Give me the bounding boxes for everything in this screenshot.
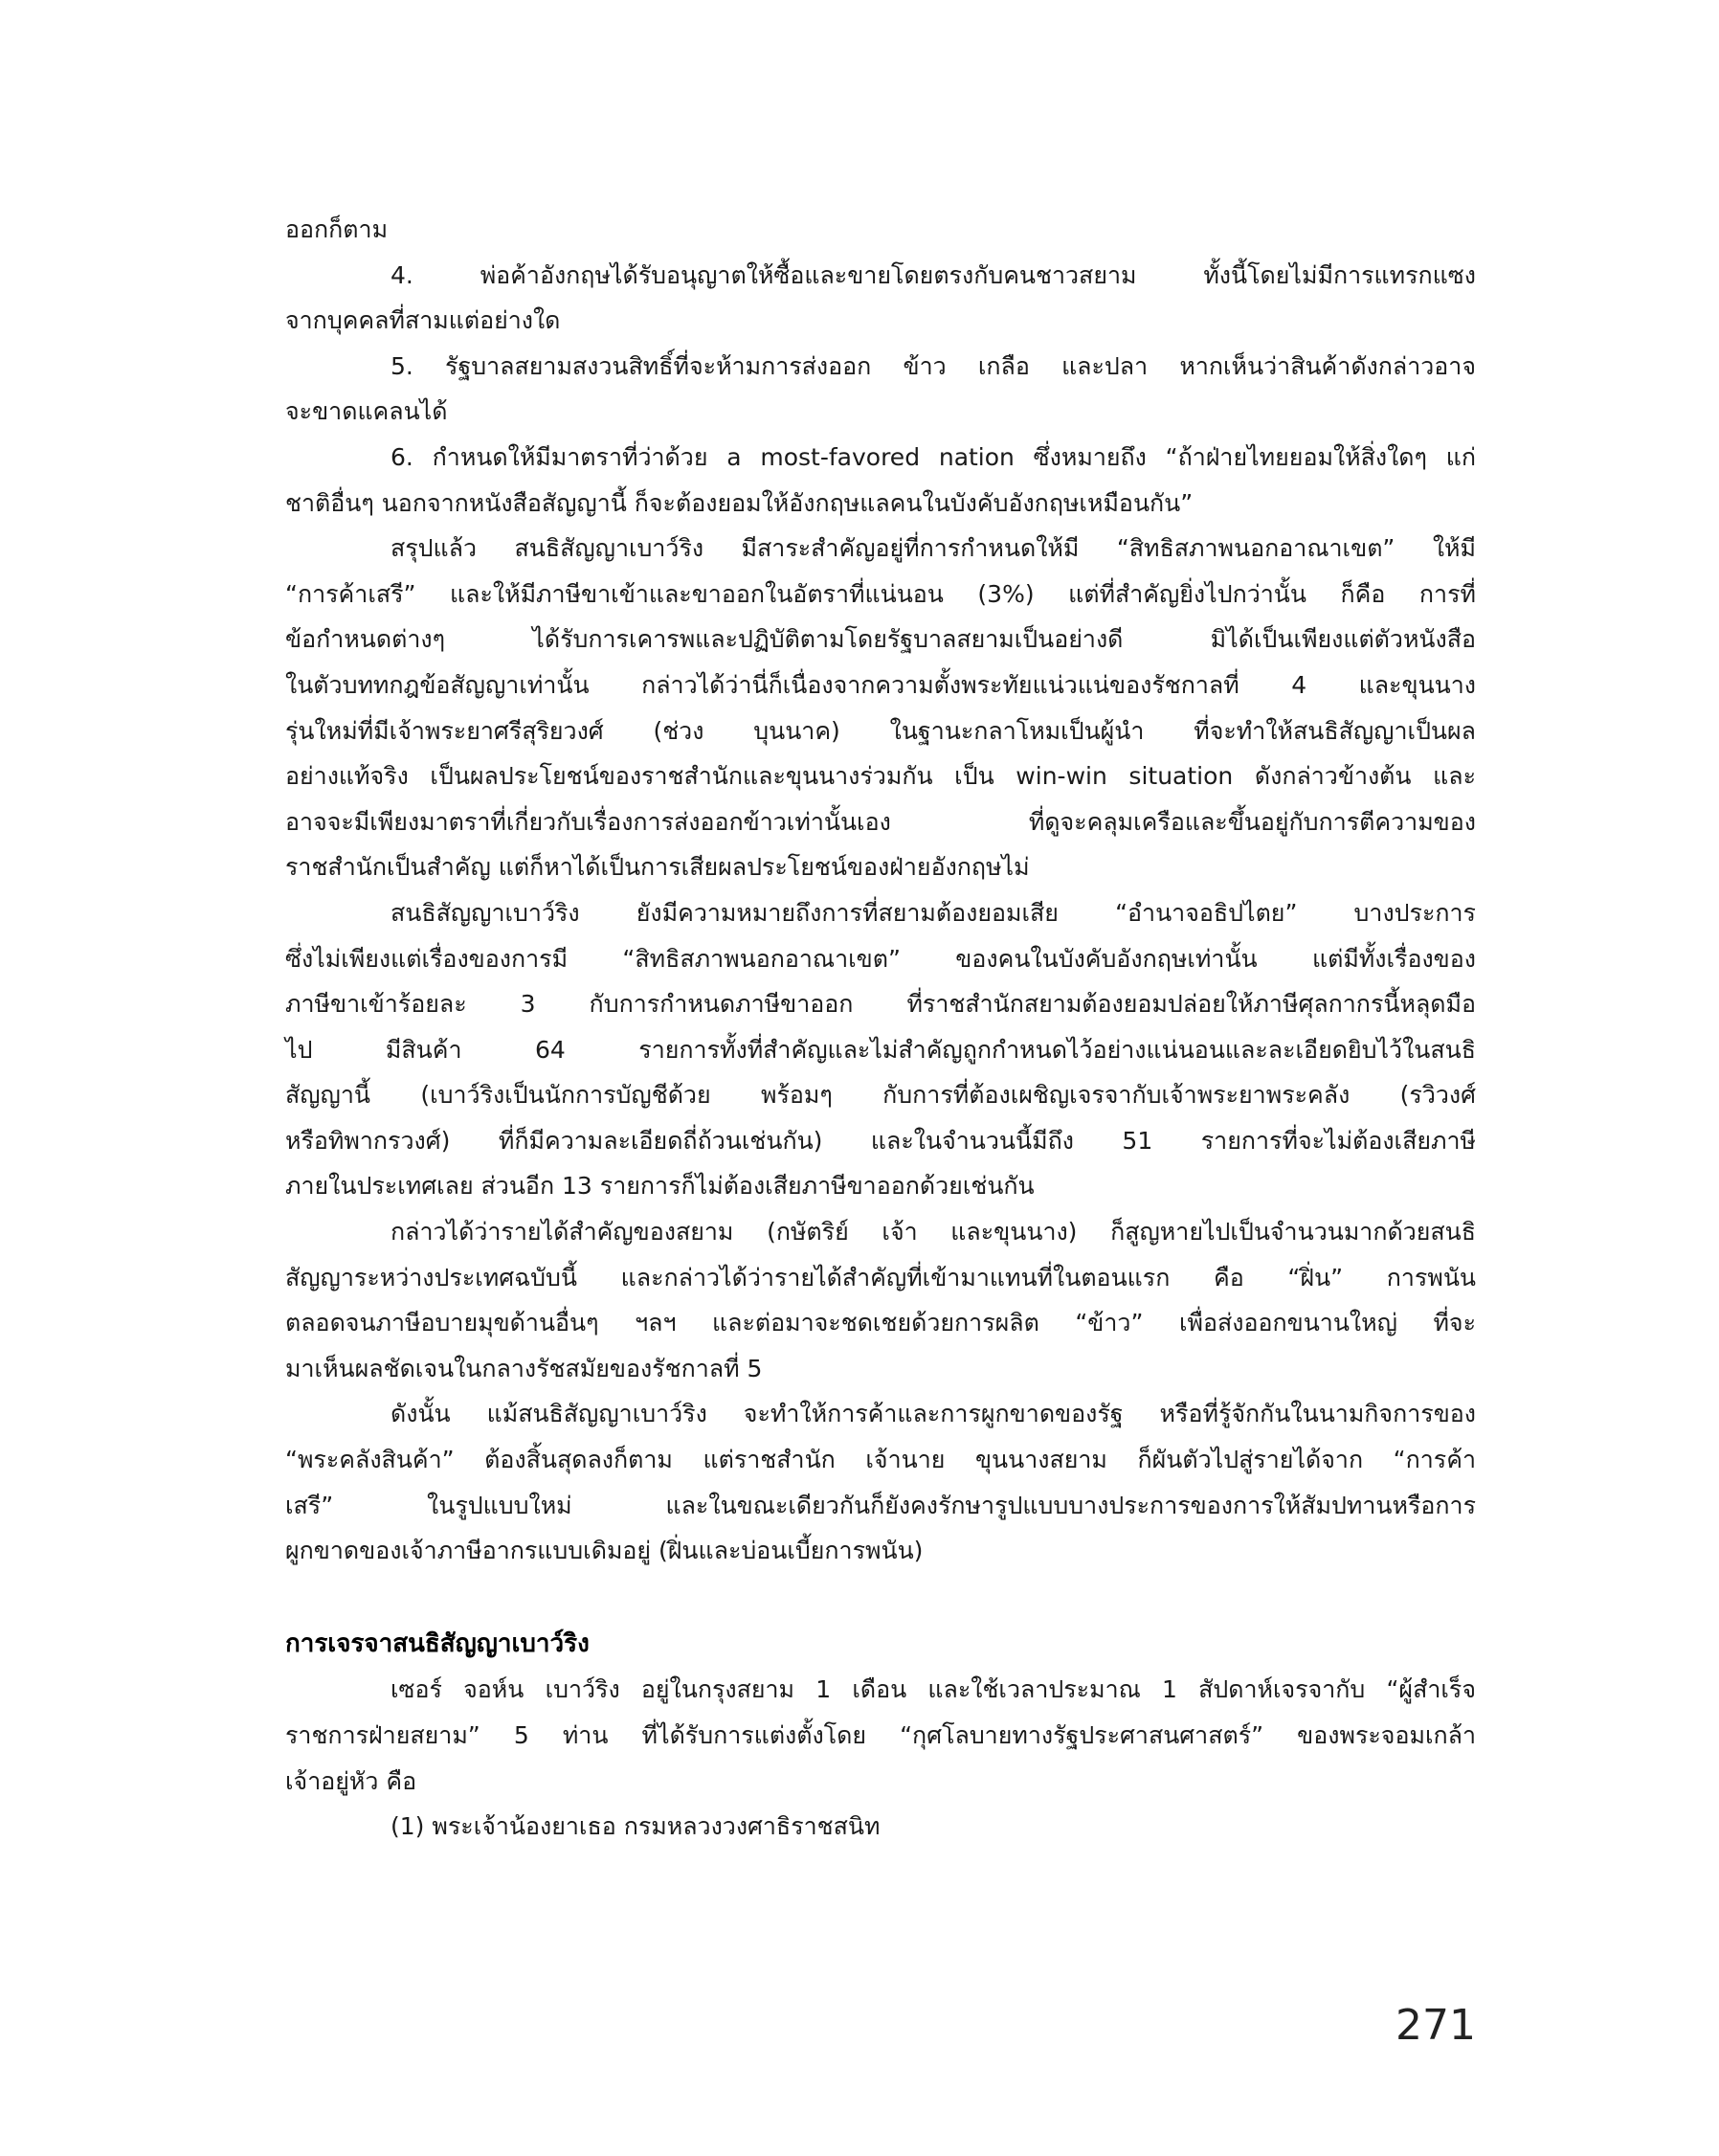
section-heading: การเจรจาสนธิสัญญาเบาว์ริง xyxy=(285,1628,590,1658)
text-line: ผูกขาดของเจ้าภาษีอากรแบบเดิมอยู่ (ฝิ่นและบ่อนเบี้ยการพนัน) xyxy=(285,1537,924,1565)
text-line: เจ้าอยู่หัว คือ xyxy=(285,1766,417,1795)
text-line: เสรี” ในรูปแบบใหม่ และในขณะเดียวกันก็ยังคงรักษารูปแบบบางประการของการให้สัมปทานหรือการ xyxy=(285,1491,1476,1519)
text-line: (1) พระเจ้าน้องยาเธอ กรมหลวงวงศาธิราชสนิท xyxy=(391,1812,881,1841)
text-line: “การค้าเสรี” และให้มีภาษีขาเข้าและขาออกในอัตราที่แน่นอน (3%) แต่ที่สำคัญยิ่งไปกว่านั้น ก็คือ การที่ xyxy=(285,579,1476,608)
section-spacer xyxy=(285,1574,1476,1622)
page-number: 271 xyxy=(1395,2001,1476,2050)
text-line: 4. พ่อค้าอังกฤษได้รับอนุญาตให้ซื้อและขายโดยตรงกับคนชาวสยาม ทั้งนี้โดยไม่มีการแทรกแซง xyxy=(391,260,1476,289)
text-line: ราชสำนักเป็นสำคัญ แต่ก็หาได้เป็นการเสียผลประโยชน์ของฝ่ายอังกฤษไม่ xyxy=(285,853,1030,882)
text-line: 5. รัฐบาลสยามสงวนสิทธิ์ที่จะห้ามการส่งออก ข้าว เกลือ และปลา หากเห็นว่าสินค้าดังกล่าวอาจ xyxy=(391,351,1476,380)
text-line: ซึ่งไม่เพียงแต่เรื่องของการมี “สิทธิสภาพนอกอาณาเขต” ของคนในบังคับอังกฤษเท่านั้น แต่มีทั้งเรื่องของ xyxy=(285,944,1476,973)
text-line: มาเห็นผลชัดเจนในกลางรัชสมัยของรัชกาลที่ 5 xyxy=(285,1354,763,1382)
text-line: รุ่นใหม่ที่มีเจ้าพระยาศรีสุริยวงศ์ (ช่วง บุนนาค) ในฐานะกลาโหมเป็นผู้นำ ที่จะทำให้สนธิสัญญาเป็นผล xyxy=(285,716,1476,745)
text-line: ออกก็ตาม xyxy=(285,215,389,243)
text-line: ชาติอื่นๆ นอกจากหนังสือสัญญานี้ ก็จะต้องยอมให้อังกฤษแลคนในบังคับอังกฤษเหมือนกัน” xyxy=(285,488,1194,517)
text-line: ไป มีสินค้า 64 รายการทั้งที่สำคัญและไม่สำคัญถูกกำหนดไว้อย่างแน่นอนและละเอียดยิบไว้ในสนธิ xyxy=(285,1035,1476,1064)
text-line: ภาษีขาเข้าร้อยละ 3 กับการกำหนดภาษีขาออก ที่ราชสำนักสยามต้องยอมปล่อยให้ภาษีศุลกากรนี้หลุดมือ xyxy=(285,990,1476,1019)
text-line: ในตัวบททกฎข้อสัญญาเท่านั้น กล่าวได้ว่านี่ก็เนื่องจากความตั้งพระทัยแน่วแน่ของรัชกาลที่ 4 และขุนนาง xyxy=(285,670,1476,699)
text-line: ตลอดจนภาษีอบายมุขด้านอื่นๆ ฯลฯ และต่อมาจะชดเชยด้วยการผลิต “ข้าว” เพื่อส่งออกขนานใหญ่ ที่จะ xyxy=(285,1309,1476,1337)
text-line: กล่าวได้ว่ารายได้สำคัญของสยาม (กษัตริย์ เจ้า และขุนนาง) ก็สูญหายไปเป็นจำนวนมากด้วยสนธิ xyxy=(391,1218,1476,1246)
text-line: “พระคลังสินค้า” ต้องสิ้นสุดลงก็ตาม แต่ราชสำนัก เจ้านาย ขุนนางสยาม ก็ผันตัวไปสู่รายได้จาก “การค้า xyxy=(285,1446,1476,1474)
text-line: ภายในประเทศเลย ส่วนอีก 13 รายการก็ไม่ต้องเสียภาษีขาออกด้วยเช่นกัน xyxy=(285,1172,1035,1201)
text-line: 6. กำหนดให้มีมาตราที่ว่าด้วย a most-favored nation ซึ่งหมายถึง “ถ้าฝ่ายไทยยอมให้สิ่งใดๆ แก่ xyxy=(391,442,1476,471)
page-body xyxy=(285,207,1476,1850)
text-line: เซอร์ จอห์น เบาว์ริง อยู่ในกรุงสยาม 1 เดือน และใช้เวลาประมาณ 1 สัปดาห์เจรจากับ “ผู้สำเร็จ xyxy=(391,1675,1476,1704)
text-line: สัญญานี้ (เบาว์ริงเป็นนักการบัญชีด้วย พร้อมๆ กับการที่ต้องเผชิญเจรจากับเจ้าพระยาพระคลัง (รวิวงศ์ xyxy=(285,1081,1476,1110)
text-line: ราชการฝ่ายสยาม” 5 ท่าน ที่ได้รับการแต่งตั้งโดย “กุศโลบายทางรัฐประศาสนศาสตร์” ของพระจอมเกล้า xyxy=(285,1721,1476,1749)
text-line: อาจจะมีเพียงมาตราที่เกี่ยวกับเรื่องการส่งออกข้าวเท่านั้นเอง ที่ดูจะคลุมเครือและขึ้นอยู่กับการตีความของ xyxy=(285,807,1476,836)
text-line: อย่างแท้จริง เป็นผลประโยชน์ของราชสำนักและขุนนางร่วมกัน เป็น win-win situation ดังกล่าวข้างต้น และ xyxy=(285,762,1476,791)
text-line: ข้อกำหนดต่างๆ ได้รับการเคารพและปฏิบัติตามโดยรัฐบาลสยามเป็นอย่างดี มิได้เป็นเพียงแต่ตัวหนังสือ xyxy=(285,625,1476,654)
text-line: จากบุคคลที่สามแต่อย่างใด xyxy=(285,306,561,335)
text-line: สรุปแล้ว สนธิสัญญาเบาว์ริง มีสาระสำคัญอยู่ที่การกำหนดให้มี “สิทธิสภาพนอกอาณาเขต” ให้มี xyxy=(391,534,1476,563)
text-line: สัญญาระหว่างประเทศฉบับนี้ และกล่าวได้ว่ารายได้สำคัญที่เข้ามาแทนที่ในตอนแรก คือ “ฝิ่น” การพนัน xyxy=(285,1263,1476,1291)
text-line: หรือทิพากรวงศ์) ที่ก็มีความละเอียดถี่ถ้วนเช่นกัน) และในจำนวนนี้มีถึง 51 รายการที่จะไม่ต้องเสียภาษี xyxy=(285,1126,1476,1155)
text-line: จะขาดแคลนได้ xyxy=(285,397,448,426)
text-line: สนธิสัญญาเบาว์ริง ยังมีความหมายถึงการที่สยามต้องยอมเสีย “อำนาจอธิปไตย” บางประการ xyxy=(391,898,1476,927)
text-line: ดังนั้น แม้สนธิสัญญาเบาว์ริง จะทำให้การค้าและการผูกขาดของรัฐ หรือที่รู้จักกันในนามกิจการของ xyxy=(391,1400,1476,1428)
